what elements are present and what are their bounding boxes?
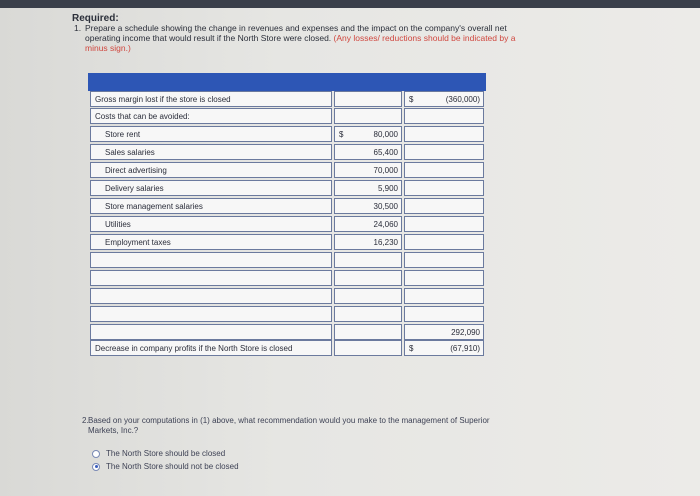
option-label: The North Store should not be closed [106, 462, 239, 471]
question-1-note: (Any losses/ reductions should be indicated by a minus sign.) [85, 33, 516, 53]
total-cell[interactable] [404, 144, 484, 160]
total-cell[interactable] [404, 340, 484, 356]
table-row [88, 270, 486, 288]
question-2-text: Based on your computations in (1) above, what recommendation would you make to the management of Superior Markets, Inc.? [88, 416, 490, 435]
row-label-cell[interactable] [90, 324, 332, 340]
amount-cell[interactable] [334, 216, 402, 232]
row-label-cell[interactable] [90, 252, 332, 268]
total-value: (67,910) [450, 344, 480, 353]
total-cell[interactable] [404, 324, 484, 340]
row-label-cell[interactable]: Store management salaries [90, 198, 332, 214]
total-cell[interactable] [404, 252, 484, 268]
total-cell[interactable] [404, 234, 484, 250]
radio-button[interactable] [92, 450, 100, 458]
row-label-cell[interactable]: Delivery salaries [90, 180, 332, 196]
total-value: (360,000) [445, 95, 480, 104]
amount-cell[interactable] [334, 234, 402, 250]
amount-value: 70,000 [373, 166, 398, 175]
radio-button[interactable] [92, 463, 100, 471]
total-cell[interactable] [404, 270, 484, 286]
amount-cell[interactable] [334, 91, 402, 107]
amount-cell[interactable] [334, 126, 402, 142]
table-row [88, 144, 486, 162]
row-label-cell[interactable]: Sales salaries [90, 144, 332, 160]
top-bar [0, 0, 700, 8]
row-label-cell[interactable]: Gross margin lost if the store is closed [90, 91, 332, 107]
total-cell[interactable] [404, 198, 484, 214]
question-1-text: Prepare a schedule showing the change in revenues and expenses and the impact on the company's overall net operating income that would result if the North Store were closed. (Any losses/ reductions should be indicated by a minus sign.) [85, 23, 516, 53]
table-row [88, 234, 486, 252]
table-row [88, 126, 486, 144]
table-row [88, 340, 486, 358]
table-row [88, 162, 486, 180]
row-label-cell[interactable]: Store rent [90, 126, 332, 142]
row-label-cell[interactable]: Costs that can be avoided: [90, 108, 332, 124]
total-cell[interactable] [404, 216, 484, 232]
amount-cell[interactable] [334, 144, 402, 160]
amount-cell[interactable] [334, 324, 402, 340]
row-label-cell[interactable] [90, 306, 332, 322]
table-row [88, 288, 486, 306]
question-1 [74, 23, 534, 53]
question-1-number: 1. [74, 23, 82, 33]
row-label-cell[interactable] [90, 270, 332, 286]
schedule-table [88, 73, 486, 355]
total-cell[interactable] [404, 288, 484, 304]
total-cell[interactable] [404, 91, 484, 107]
amount-cell[interactable] [334, 180, 402, 196]
amount-cell[interactable] [334, 108, 402, 124]
amount-cell[interactable] [334, 162, 402, 178]
amount-value: 24,060 [373, 220, 398, 229]
amount-cell[interactable] [334, 270, 402, 286]
table-row [88, 216, 486, 234]
question-2 [82, 416, 518, 436]
amount-cell[interactable] [334, 198, 402, 214]
question-2-number: 2. [82, 416, 89, 425]
amount-cell[interactable] [334, 288, 402, 304]
table-row [88, 306, 486, 324]
row-label-cell[interactable]: Decrease in company profits if the North Store is closed [90, 340, 332, 356]
table-row [88, 252, 486, 270]
total-cell[interactable] [404, 126, 484, 142]
dollar-sign: $ [409, 95, 414, 104]
dollar-sign: $ [339, 130, 344, 139]
amount-value: 5,900 [377, 184, 398, 193]
row-label-cell[interactable]: Employment taxes [90, 234, 332, 250]
table-row [88, 91, 486, 109]
amount-value: 80,000 [373, 130, 398, 139]
total-cell[interactable] [404, 108, 484, 124]
total-cell[interactable] [404, 306, 484, 322]
option-close-store[interactable] [92, 449, 225, 458]
option-keep-store[interactable] [92, 462, 239, 471]
amount-value: 30,500 [373, 202, 398, 211]
table-row [88, 180, 486, 198]
amount-value: 65,400 [373, 148, 398, 157]
table-row [88, 108, 486, 126]
amount-cell[interactable] [334, 340, 402, 356]
total-value: 292,090 [451, 328, 480, 337]
row-label-cell[interactable]: Direct advertising [90, 162, 332, 178]
row-label-cell[interactable]: Utilities [90, 216, 332, 232]
row-label-cell[interactable] [90, 288, 332, 304]
total-cell[interactable] [404, 180, 484, 196]
amount-cell[interactable] [334, 306, 402, 322]
dollar-sign: $ [409, 344, 414, 353]
amount-cell[interactable] [334, 252, 402, 268]
required-heading: Required: [72, 13, 119, 24]
table-row [88, 198, 486, 216]
table-header-bar [88, 73, 486, 91]
amount-value: 16,230 [373, 238, 398, 247]
total-cell[interactable] [404, 162, 484, 178]
option-label: The North Store should be closed [106, 449, 226, 458]
